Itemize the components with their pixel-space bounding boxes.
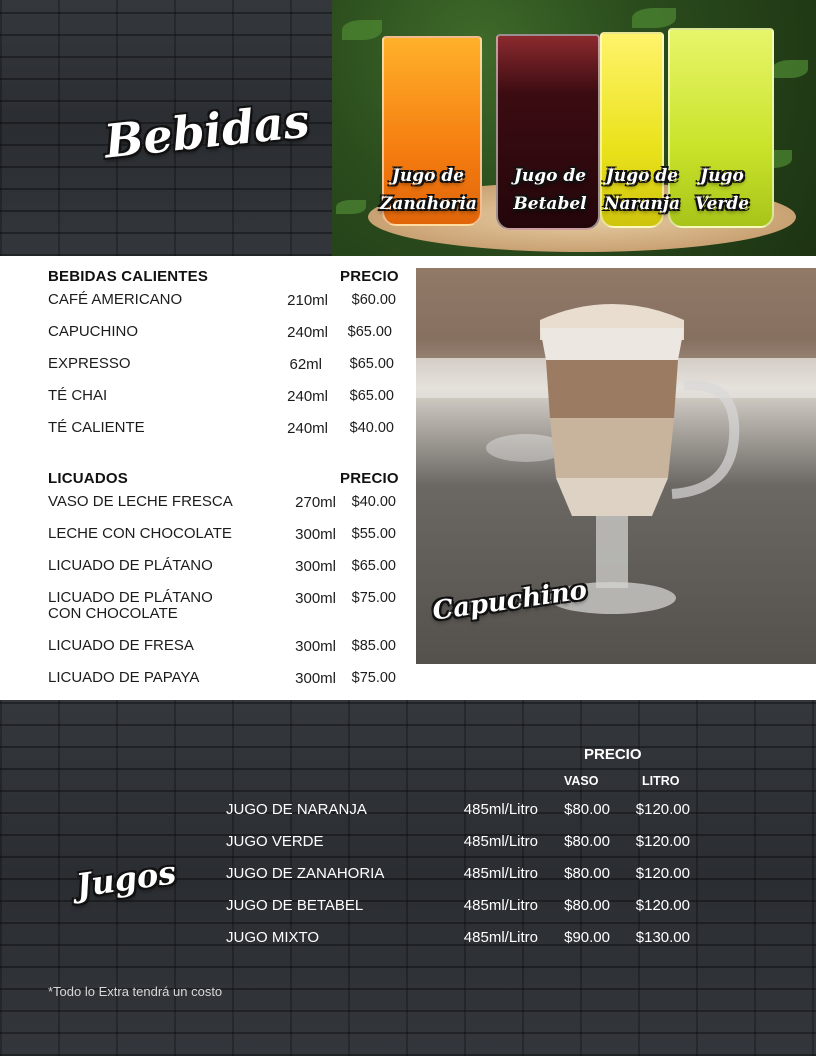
licuados-price-heading: PRECIO <box>340 470 399 487</box>
bebidas-calientes-heading: BEBIDAS CALIENTES <box>48 268 209 285</box>
licuados-heading: LICUADOS <box>48 470 128 487</box>
photo-label-betabel: Jugo de Betabel <box>513 166 587 214</box>
bebidas-title: Bebidas <box>101 93 312 169</box>
juices-photo <box>332 0 816 256</box>
photo-label-naranja: Jugo de Naranja <box>603 166 681 214</box>
jugos-col-vaso: VASO <box>564 774 599 788</box>
photo-label-zanahoria: Jugo de Zanahoria <box>380 166 477 214</box>
jugos-col-litro: LITRO <box>642 774 680 788</box>
header-brick-panel <box>0 0 332 256</box>
capuchino-photo <box>416 268 816 664</box>
jugos-title: Jugos <box>73 853 179 905</box>
photo-label-verde: Jugo Verde <box>694 166 750 214</box>
jugos-price-heading: PRECIO <box>584 746 642 763</box>
capuchino-photo-label: Capuchino <box>430 575 589 627</box>
jugos-section: Jugos PRECIO VASO LITRO JUGO DE NARANJA 485ml/Litro $80.00 $120.00 JUGO VERDE 485ml/Litro $80.00 $120.00 JUGO DE ZANAHORIA 485ml/Litro $80.00 $120.00 JUGO DE BETABEL 485ml/Litro $80.00 $120.00 JUGO MIXTO 485ml/Litro $90.00 $130.00 *Todo lo Extra tendrá un costo <box>0 700 816 1056</box>
bebidas-calientes-price-heading: PRECIO <box>340 268 399 285</box>
footnote: *Todo lo Extra tendrá un costo <box>48 984 223 999</box>
